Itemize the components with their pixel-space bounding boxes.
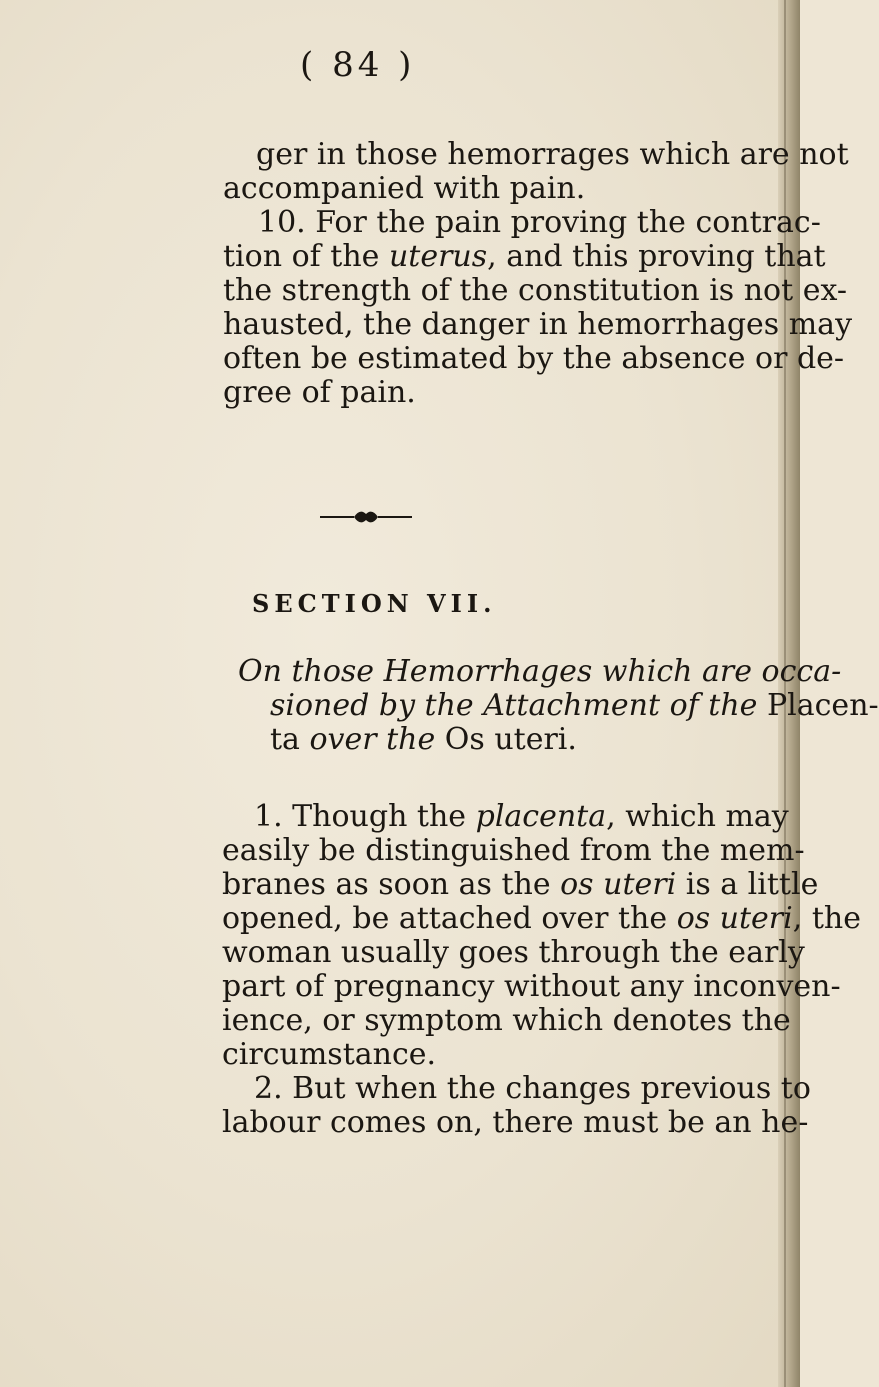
text-span: over the [309, 722, 445, 757]
text-line: often be estimated by the absence or de- [223, 341, 845, 376]
text-span: Placen- [766, 688, 879, 723]
text-line [222, 868, 818, 902]
text-span: sioned by the Attachment of the [270, 688, 767, 723]
text-line [254, 800, 789, 834]
text-line: circumstance. [222, 1037, 437, 1072]
text-line: 2. But when the changes previous to [254, 1071, 811, 1106]
page-number: ( 84 ) [300, 45, 416, 85]
text-line: labour comes on, there must be an he- [222, 1105, 809, 1140]
text-span: , the [792, 901, 861, 936]
text-line: accompanied with pain. [223, 171, 586, 206]
text-line: gree of pain. [223, 375, 416, 410]
text-line: 10. For the pain proving the contrac- [258, 205, 821, 240]
text-line: ger in those hemorrages which are not [256, 137, 849, 172]
section-title-line [270, 723, 577, 757]
text-span: , and this proving that [487, 239, 826, 274]
text-span: Os uteri. [444, 722, 577, 757]
italic-term: uterus [388, 239, 488, 274]
text-span: opened, be attached over the [222, 901, 677, 936]
text-span: , which may [606, 799, 789, 834]
text-line [222, 902, 861, 936]
text-span: tion of the [223, 239, 389, 274]
text-span: is a little [676, 867, 819, 902]
italic-term: os uteri [676, 901, 793, 936]
text-line: the strength of the constitution is not ex- [223, 273, 847, 308]
text-line: woman usually goes through the early [222, 935, 805, 970]
text-line: part of pregnancy without any inconven- [222, 969, 841, 1004]
section-title-line [270, 689, 879, 723]
text-span: branes as soon as the [222, 867, 561, 902]
text-line: hausted, the danger in hemorrhages may [223, 307, 853, 342]
text-line [223, 240, 826, 274]
section-heading: SECTION VII. [252, 589, 497, 618]
text-span: ta [270, 722, 310, 757]
italic-term: placenta [475, 799, 607, 834]
section-title-line: On those Hemorrhages which are occa- [238, 654, 842, 689]
section-ornament-icon [318, 506, 414, 528]
italic-term: os uteri [560, 867, 677, 902]
text-line: ience, or symptom which denotes the [222, 1003, 791, 1038]
text-span: 1. Though the [254, 799, 476, 834]
text-line: easily be distinguished from the mem- [222, 833, 805, 868]
